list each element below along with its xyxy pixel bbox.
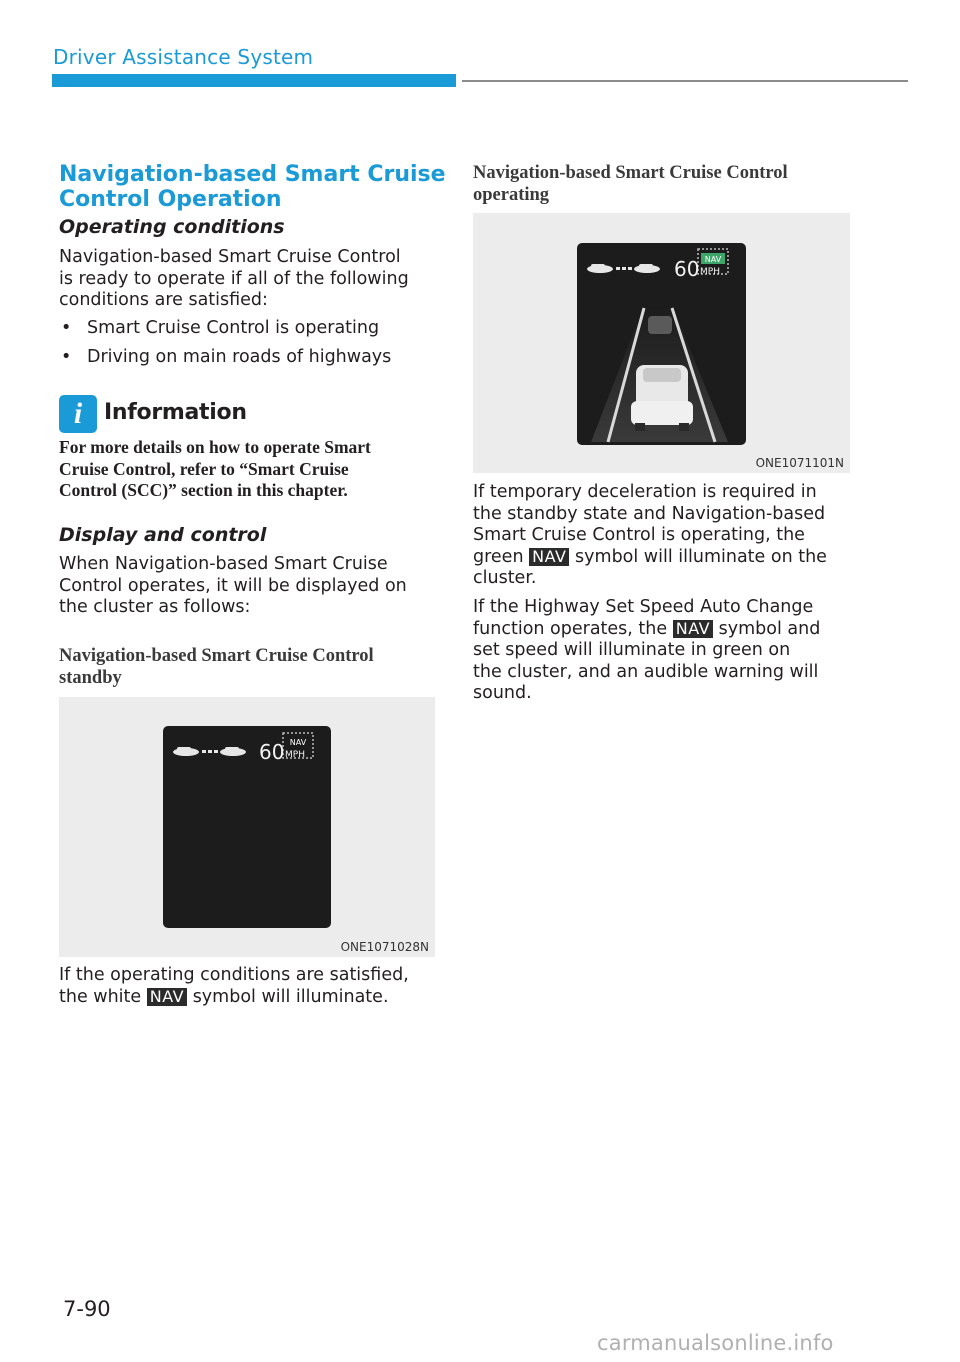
nav-symbol-icon: NAV [673,620,713,638]
text-line: For more details on how to operate Smart [59,437,371,457]
section-title-line: Navigation-based Smart Cruise [59,162,446,187]
text-line: the cluster, and an audible warning will [473,661,819,682]
section-title-line: Control Operation [59,187,282,212]
cluster-nav-label: NAV [704,255,722,264]
text-line: When Navigation-based Smart Cruise [59,554,388,574]
information-label: Information [104,400,247,425]
display-control-heading: Display and control [59,524,267,546]
text-line: Smart Cruise Control is operating, the [473,525,805,545]
cluster-speed: 60 [259,740,285,764]
text-line: sound. [473,683,532,703]
text-fragment: the white [59,986,142,1007]
standby-heading [59,645,374,689]
text-line: the standby state and Navigation-based [473,503,826,524]
text-line: operating [473,185,550,205]
display-control-text [59,554,407,619]
text-fragment: symbol will illuminate. [192,986,389,1007]
text-line: If temporary deceleration is required in [473,482,817,502]
text-line: Control (SCC)” section in this chapter. [59,480,348,500]
cluster-operating-image [473,213,850,473]
text-line [59,987,409,1009]
standby-description [59,965,409,1008]
figure-caption: ONE1071028N [340,940,429,954]
standby-figure [59,697,435,957]
text-line: If the operating conditions are satisfied, [59,965,409,985]
text-line: the cluster as follows: [59,597,251,617]
watermark: carmanualsonline.info [597,1331,834,1355]
running-header: Driver Assistance System [53,45,314,69]
text-line: set speed will illuminate in green on [473,640,791,660]
cluster-standby-image [59,697,435,957]
operating-conditions-text [59,247,409,312]
information-header [59,395,439,435]
text-line: Navigation-based Smart Cruise Control [59,646,374,666]
operating-heading [473,162,788,206]
text-fragment: symbol and [718,618,821,639]
cluster-unit: MPH [700,267,720,277]
text-line [473,547,827,569]
text-line [473,619,820,641]
operating-description-1 [473,482,827,590]
text-line: Control operates, it will be displayed on [59,575,407,596]
text-line: Cruise Control, refer to “Smart Cruise [59,458,349,479]
text-line: standby [59,668,122,688]
section-title [59,162,446,212]
information-text [59,437,371,502]
operating-description-2 [473,597,820,705]
nav-symbol-icon: NAV [147,988,187,1006]
page-number: 7-90 [63,1297,111,1321]
header-rule-accent [52,74,456,87]
header-rule-thin [462,80,908,82]
text-line: Navigation-based Smart Cruise Control [473,163,788,183]
operating-figure [473,213,850,473]
text-line: cluster. [473,568,537,588]
cluster-nav-label: NAV [289,738,307,747]
operating-conditions-heading: Operating conditions [59,216,285,238]
text-line: is ready to operate if all of the following [59,268,409,289]
text-line: Navigation-based Smart Cruise Control [59,247,401,267]
bullet-text: Smart Cruise Control is operating [87,318,380,338]
text-fragment: function operates, the [473,618,668,639]
nav-symbol-icon: NAV [529,548,569,566]
text-line: If the Highway Set Speed Auto Change [473,597,814,617]
bullet-dot-icon: • [61,318,72,338]
info-icon: i [59,395,97,433]
vehicle-ahead-icon [631,365,693,431]
figure-caption: ONE1071101N [755,456,844,470]
cluster-unit: MPH [285,750,305,760]
text-fragment: green [473,546,524,567]
text-fragment: symbol will illuminate on the [575,546,827,567]
bullet-dot-icon: • [61,347,72,367]
text-line: conditions are satisfied: [59,290,268,310]
bullet-text: Driving on main roads of highways [87,347,392,367]
cluster-speed: 60 [674,257,700,281]
